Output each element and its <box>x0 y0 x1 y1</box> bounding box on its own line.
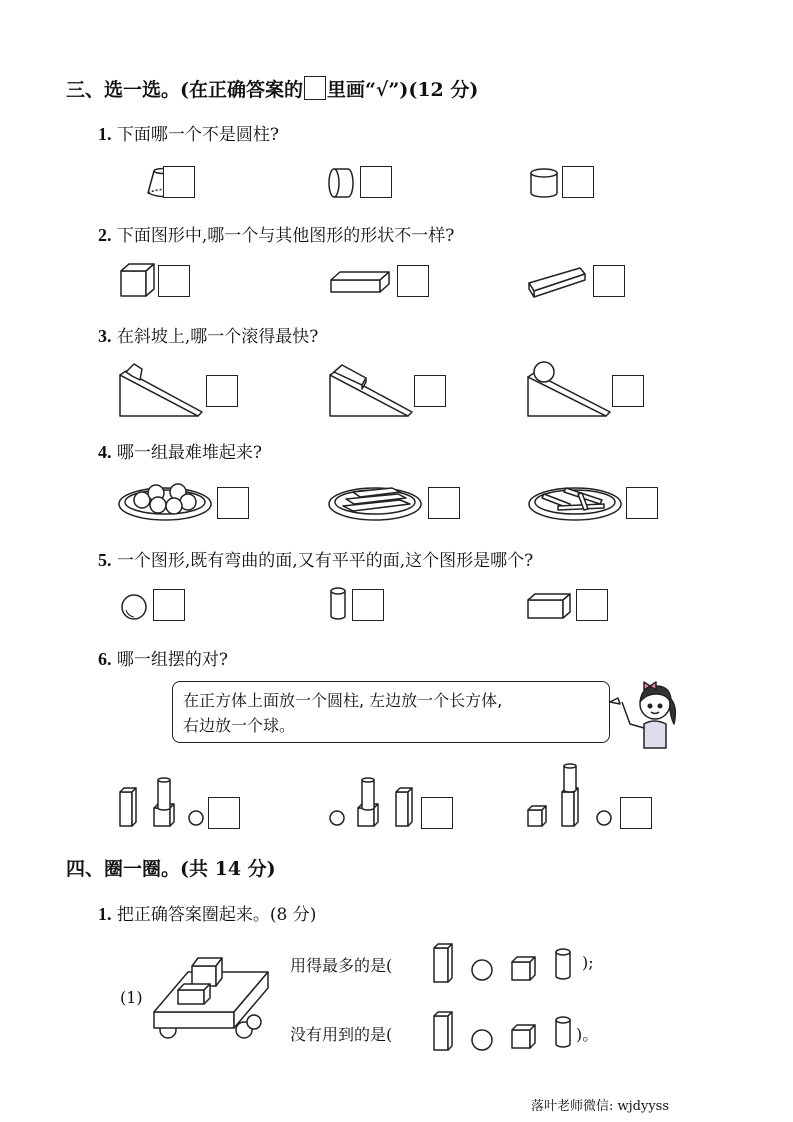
question-2 <box>98 221 454 246</box>
answer-box-3a[interactable] <box>206 375 238 407</box>
section4-title: 四、圈一圈。(共 14 分) <box>66 858 276 880</box>
cuboid-flat-figure <box>330 268 394 296</box>
question-4 <box>98 438 262 463</box>
question-1-num: 1. <box>98 124 112 144</box>
section3-title-post: 里画“√”)(12 分) <box>327 79 479 101</box>
section3-title-pre: 三、选一选。(在正确答案的 <box>66 79 303 101</box>
answer-box-4b[interactable] <box>428 487 460 519</box>
bubble-line-2: 右边放一个球。 <box>183 716 296 735</box>
answer-box-3c[interactable] <box>612 375 644 407</box>
plate-blocks-figure <box>328 480 424 522</box>
plate-cylinders-figure <box>528 480 624 522</box>
question-6 <box>98 645 228 670</box>
question-3-num: 3. <box>98 326 112 346</box>
section4-question-1 <box>98 900 316 925</box>
most-used-prompt: 用得最多的是( <box>290 956 393 975</box>
footer-credit: 落叶老师微信: wjdyyss <box>531 1099 670 1114</box>
question-1-text: 下面哪一个不是圆柱? <box>116 125 280 145</box>
ball-figure <box>120 592 150 622</box>
answer-box-2a[interactable] <box>158 265 190 297</box>
section4-q1-text: 把正确答案圈起来。(8 分) <box>116 905 317 925</box>
slope-cuboid-figure <box>328 362 412 418</box>
answer-box-4a[interactable] <box>217 487 249 519</box>
slope-ball-figure <box>526 360 610 418</box>
question-3 <box>98 322 318 347</box>
question-2-text: 下面图形中,哪一个与其他图形的形状不一样? <box>116 226 455 246</box>
shape-options-row2 <box>432 1006 582 1054</box>
bubble-line-1: 在正方体上面放一个圆柱, 左边放一个长方体, <box>183 691 503 710</box>
not-used-end: )。 <box>576 1025 599 1044</box>
cube-figure <box>120 262 156 298</box>
answer-box-4c[interactable] <box>626 487 658 519</box>
question-6-text: 哪一组摆的对? <box>116 650 229 670</box>
most-used-end: ); <box>582 953 594 972</box>
plate-balls-figure <box>118 480 214 522</box>
cuboid-tilted-figure <box>528 265 592 299</box>
answer-box-5a[interactable] <box>153 589 185 621</box>
answer-box-3b[interactable] <box>414 375 446 407</box>
question-2-num: 2. <box>98 225 112 245</box>
answer-box-5b[interactable] <box>352 589 384 621</box>
section4-q1-num: 1. <box>98 904 112 924</box>
slope-cube-figure <box>118 360 202 418</box>
vehicle-figure <box>150 952 272 1048</box>
cylinder-side-figure <box>328 166 360 200</box>
answer-box-1c[interactable] <box>562 166 594 198</box>
section3-title <box>66 75 478 102</box>
sub-question-label: (1) <box>120 988 143 1007</box>
answer-box-6c[interactable] <box>620 797 652 829</box>
question-5-num: 5. <box>98 550 112 570</box>
question-4-text: 哪一组最难堆起来? <box>116 443 263 463</box>
arrangement-c-figure <box>526 762 618 828</box>
answer-box-6b[interactable] <box>421 797 453 829</box>
answer-box-2c[interactable] <box>593 265 625 297</box>
answer-box-1a[interactable] <box>163 166 195 198</box>
shape-options-row1 <box>432 938 582 986</box>
question-5 <box>98 546 533 571</box>
answer-box-6a[interactable] <box>208 797 240 829</box>
answer-box-5c[interactable] <box>576 589 608 621</box>
speech-bubble <box>172 681 610 743</box>
cylinder-figure <box>528 166 560 200</box>
answer-box-sample <box>304 76 326 100</box>
not-used-prompt: 没有用到的是( <box>290 1025 393 1044</box>
cuboid-small-figure <box>527 592 575 620</box>
question-5-text: 一个图形,既有弯曲的面,又有平平的面,这个图形是哪个? <box>116 551 534 571</box>
question-3-text: 在斜坡上,哪一个滚得最快? <box>116 327 319 347</box>
question-4-num: 4. <box>98 442 112 462</box>
question-1 <box>98 120 279 145</box>
arrangement-b-figure <box>328 776 420 828</box>
arrangement-a-figure <box>118 776 206 828</box>
answer-box-2b[interactable] <box>397 265 429 297</box>
answer-box-1b[interactable] <box>360 166 392 198</box>
girl-illustration <box>608 672 678 752</box>
question-6-num: 6. <box>98 649 112 669</box>
cylinder-small-figure <box>328 586 350 622</box>
